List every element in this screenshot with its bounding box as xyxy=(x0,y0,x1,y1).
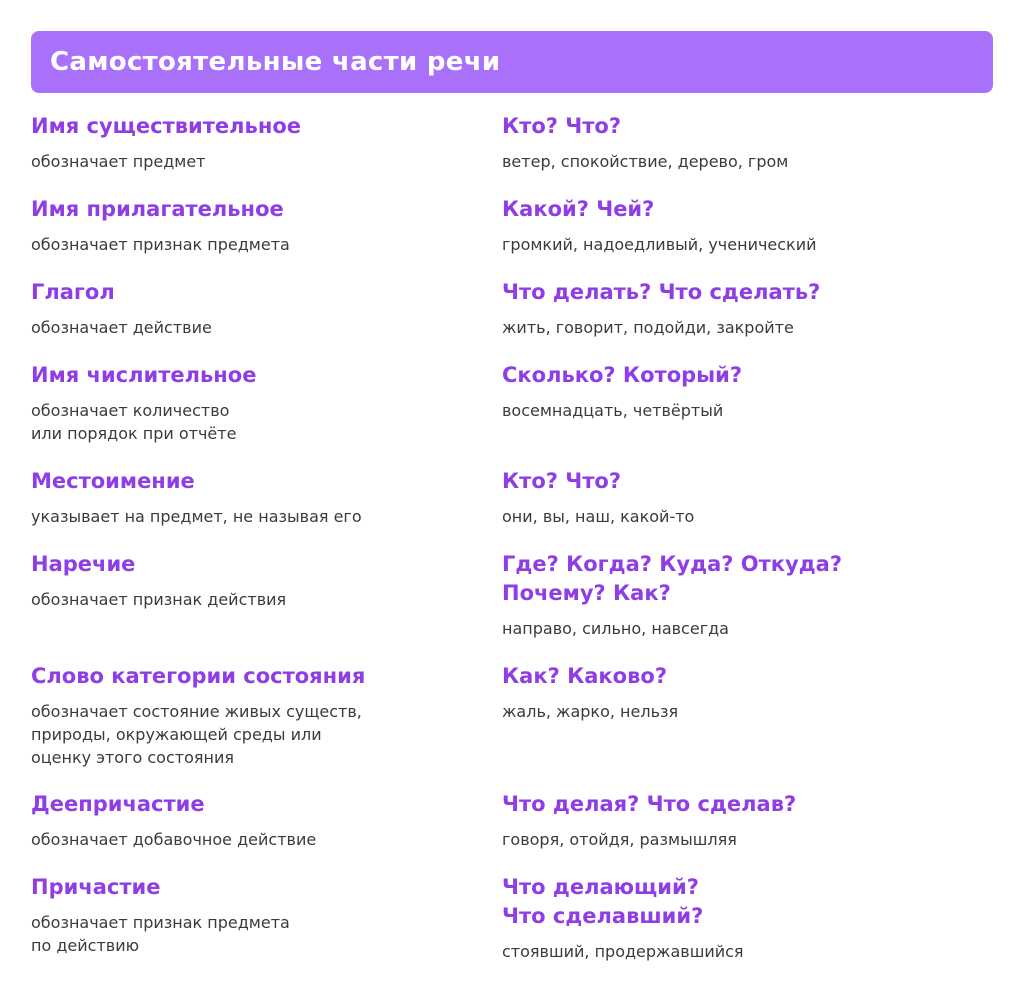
part-definition: обозначает признак предмета xyxy=(31,235,290,254)
part-name: Имя числительное xyxy=(31,363,257,387)
term-column xyxy=(31,467,481,528)
part-name: Причастие xyxy=(31,875,161,899)
part-definition: обозначает предмет xyxy=(31,152,206,171)
term-column xyxy=(31,873,481,957)
part-name: Местоимение xyxy=(31,469,195,493)
part-examples: говоря, отойдя, размышляя xyxy=(502,830,737,849)
part-definition: обозначает добавочное действие xyxy=(31,830,317,849)
part-question: Как? Каково? xyxy=(502,664,667,688)
question-column xyxy=(502,790,1002,851)
part-definition: обозначает признак предмета по действию xyxy=(31,913,290,955)
part-definition: обозначает состояние живых существ, природы, окружающей среды или оценку этого состояния xyxy=(31,702,362,767)
part-examples: восемнадцать, четвёртый xyxy=(502,401,724,420)
part-definition: обозначает действие xyxy=(31,318,212,337)
question-column xyxy=(502,278,1002,339)
question-column xyxy=(502,467,1002,528)
part-examples: громкий, надоедливый, ученический xyxy=(502,235,817,254)
question-column xyxy=(502,873,1002,963)
term-column xyxy=(31,790,481,851)
term-column xyxy=(31,550,481,611)
part-question: Что делая? Что сделав? xyxy=(502,792,797,816)
term-column xyxy=(31,195,481,256)
question-column xyxy=(502,112,1002,173)
page-title: Самостоятельные части речи xyxy=(50,47,501,77)
part-examples: стоявший, продержавшийся xyxy=(502,942,744,961)
part-definition: обозначает признак действия xyxy=(31,590,287,609)
part-question: Какой? Чей? xyxy=(502,197,655,221)
part-definition: обозначает количество или порядок при отчёте xyxy=(31,401,237,443)
question-column xyxy=(502,550,1002,640)
part-examples: ветер, спокойствие, дерево, гром xyxy=(502,152,789,171)
term-column xyxy=(31,361,481,445)
part-examples: жить, говорит, подойди, закройте xyxy=(502,318,794,337)
part-question: Что делающий? Что сделавший? xyxy=(502,875,704,928)
question-column xyxy=(502,195,1002,256)
part-name: Деепричастие xyxy=(31,792,205,816)
term-column xyxy=(31,278,481,339)
part-question: Где? Когда? Куда? Откуда? Почему? Как? xyxy=(502,552,843,605)
title-banner xyxy=(31,31,993,93)
term-column xyxy=(31,662,481,769)
part-question: Сколько? Который? xyxy=(502,363,743,387)
part-name: Слово категории состояния xyxy=(31,664,366,688)
part-question: Кто? Что? xyxy=(502,114,622,138)
part-question: Кто? Что? xyxy=(502,469,622,493)
part-definition: указывает на предмет, не называя его xyxy=(31,507,362,526)
part-name: Имя существительное xyxy=(31,114,302,138)
part-examples: жаль, жарко, нельзя xyxy=(502,702,679,721)
question-column xyxy=(502,361,1002,422)
part-name: Имя прилагательное xyxy=(31,197,284,221)
part-name: Наречие xyxy=(31,552,136,576)
part-examples: они, вы, наш, какой-то xyxy=(502,507,695,526)
part-question: Что делать? Что сделать? xyxy=(502,280,821,304)
part-name: Глагол xyxy=(31,280,115,304)
term-column xyxy=(31,112,481,173)
question-column xyxy=(502,662,1002,723)
part-examples: направо, сильно, навсегда xyxy=(502,619,729,638)
